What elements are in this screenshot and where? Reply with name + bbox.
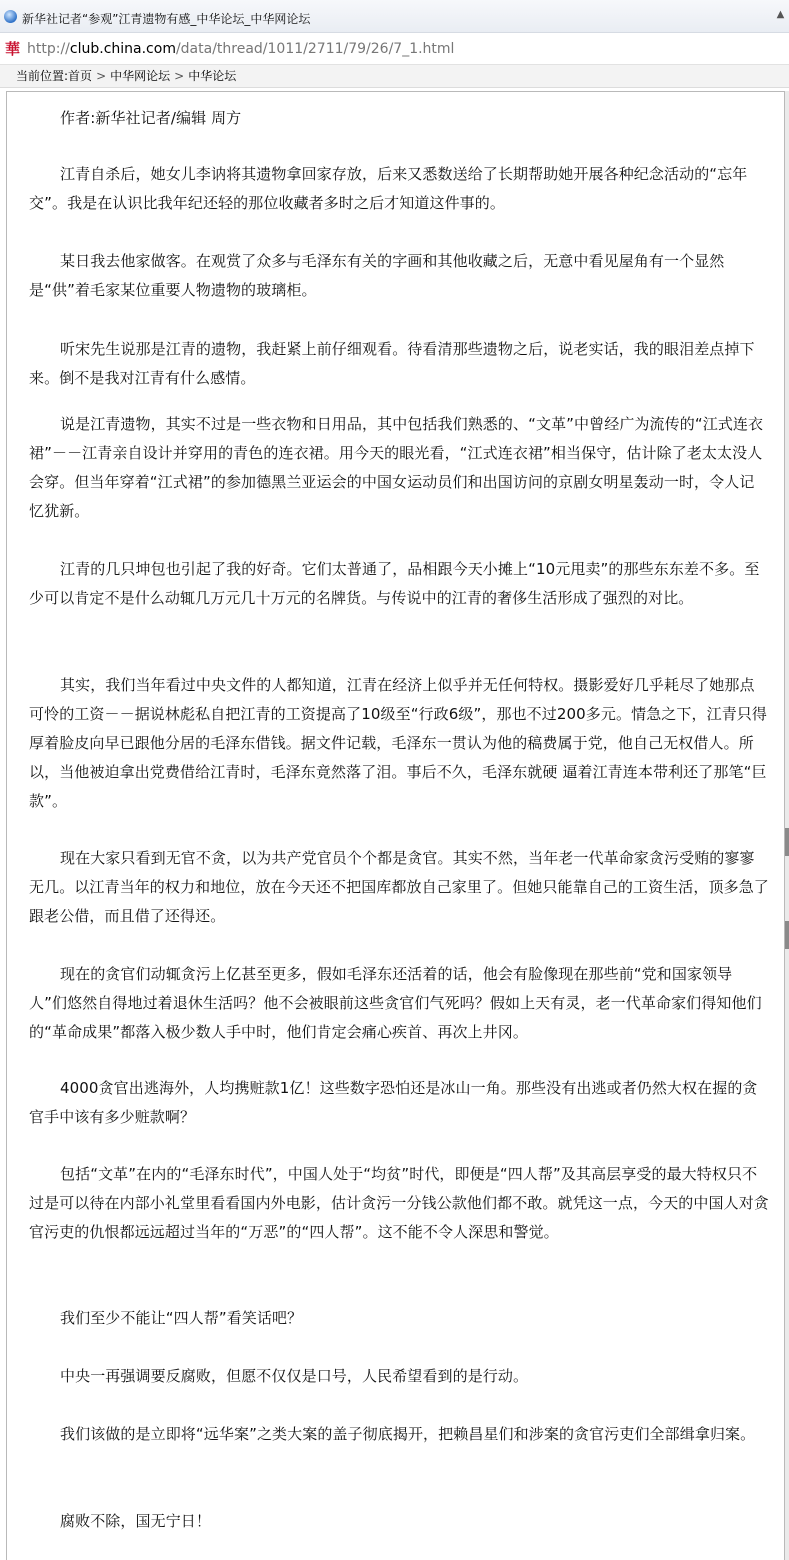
site-favicon-icon: 華 xyxy=(5,40,21,58)
article-paragraph: 某日我去他家做客。在观赏了众多与毛泽东有关的字画和其他收藏之后，无意中看见屋角有一个显然是“供”着毛家某位重要人物遗物的玻璃柜。 xyxy=(29,252,725,299)
vertical-scrollbar[interactable] xyxy=(785,91,789,1560)
breadcrumb xyxy=(0,65,789,88)
scroll-up-arrow-icon[interactable]: ▲ xyxy=(776,9,785,20)
scrollbar-marker xyxy=(785,921,789,949)
article-paragraph: 听宋先生说那是江青的遗物，我赶紧上前仔细观看。待看清那些遗物之后，说老实话，我的眼泪差点掉下来。倒不是我对江青有什么感情。 xyxy=(29,340,755,387)
window-titlebar xyxy=(0,0,789,33)
breadcrumb-label: 当前位置: xyxy=(16,69,69,83)
breadcrumb-board-link[interactable]: 中华论坛 xyxy=(188,69,237,83)
article-paragraph: 4000贪官出逃海外，人均携赃款1亿！这些数字恐怕还是冰山一角。那些没有出逃或者仍然大权在握的贪官手中该有多少赃款啊？ xyxy=(29,1079,758,1126)
article-paragraph: 其实，我们当年看过中央文件的人都知道，江青在经济上似乎并无任何特权。摄影爱好几乎耗尽了她那点可怜的工资－－据说林彪私自把江青的工资提高了10级至“行政6级”，那也不过200多元。情急之下，江青只得厚着脸皮向早已跟他分居的毛泽东借钱。据文件记载，毛泽东一贯认为他的稿费属于党，他自己无权借人。所以，当他被迫拿出党费借给江青时，毛泽东竟然落了泪。事后不久，毛泽东就硬 逼着江青连本带利还了那笔“巨款”。 xyxy=(29,676,768,810)
article-paragraph: 江青自杀后，她女儿李讷将其遗物拿回家存放，后来又悉数送给了长期帮助她开展各种纪念活动的“忘年交”。我是在认识比我年纪还轻的那位收藏者多时之后才知道这件事的。 xyxy=(29,165,748,212)
window-title: 新华社记者“参观”江青遗物有感_中华论坛_中华网论坛 xyxy=(22,12,311,26)
scrollbar-thumb[interactable] xyxy=(785,828,789,856)
address-bar[interactable] xyxy=(0,33,789,65)
url-text[interactable] xyxy=(27,41,454,57)
article-paragraph: 现在的贪官们动辄贪污上亿甚至更多，假如毛泽东还活着的话，他会有脸像现在那些前“党和国家领导人”们悠然自得地过着退休生活吗？他不会被眼前这些贪官们气死吗？假如上天有灵，老一代革命家们得知他们的“革命成果”都落入极少数人手中时，他们肯定会痛心疾首、再次上井冈。 xyxy=(29,965,762,1041)
url-domain: club.china.com xyxy=(69,41,176,57)
chevron-right-icon: > xyxy=(96,69,107,83)
article-paragraph: 我们至少不能让“四人帮”看笑话吧？ xyxy=(60,1309,303,1327)
article-paragraph: 现在大家只看到无官不贪，以为共产党官员个个都是贪官。其实不然，当年老一代革命家贪污受贿的寥寥无几。以江青当年的权力和地位，放在今天还不把国库都放自己家里了。但她只能靠自己的工资生活，顶多急了跟老公借，而且借了还得还。 xyxy=(29,849,769,925)
url-path: /data/thread/1011/2711/79/26/7_1.html xyxy=(175,41,455,57)
article-paragraph: 中央一再强调要反腐败，但愿不仅仅是口号，人民希望看到的是行动。 xyxy=(60,1367,529,1385)
article-paragraph: 江青的几只坤包也引起了我的好奇。它们太普通了，品相跟今天小摊上“10元甩卖”的那些东东差不多。至少可以肯定不是什么动辄几万元几十万元的名牌货。与传说中的江青的奢侈生活形成了强烈的对比。 xyxy=(29,560,760,607)
article-paragraph: 我们该做的是立即将“远华案”之类大案的盖子彻底揭开，把赖昌星们和涉案的贪官污吏们全部缉拿归案。 xyxy=(60,1425,756,1443)
article-paragraph: 包括“文革”在内的“毛泽东时代”，中国人处于“均贫”时代，即便是“四人帮”及其高层享受的最大特权只不过是可以待在内部小礼堂里看看国内外电影，估计贪污一分钱公款他们都不敢。就凭这一点，今天的中国人对贪官污吏的仇恨都远远超过当年的“万恶”的“四人帮”。这不能不令人深思和警觉。 xyxy=(29,1165,769,1241)
article-paragraph: 说是江青遗物，其实不过是一些衣物和日用品，其中包括我们熟悉的、“文革”中曾经广为流传的“江式连衣裙”－－江青亲自设计并穿用的青色的连衣裙。用今天的眼光看，“江式连衣裙”相当保守，估计除了老太太没人会穿。但当年穿着“江式裙”的参加德黑兰亚运会的中国女运动员们和出国访问的京剧女明星轰动一时，令人记忆犹新。 xyxy=(29,415,764,520)
url-scheme: http:// xyxy=(27,41,70,57)
article-paragraph: 腐败不除，国无宁日！ xyxy=(60,1512,212,1530)
browser-globe-icon xyxy=(4,10,17,23)
article-content xyxy=(6,91,785,1560)
article-author: 作者:新华社记者/编辑 周方 xyxy=(60,109,242,127)
breadcrumb-forum-link[interactable]: 中华网论坛 xyxy=(110,69,171,83)
chevron-right-icon: > xyxy=(174,69,185,83)
breadcrumb-home-link[interactable]: 首页 xyxy=(68,69,93,83)
